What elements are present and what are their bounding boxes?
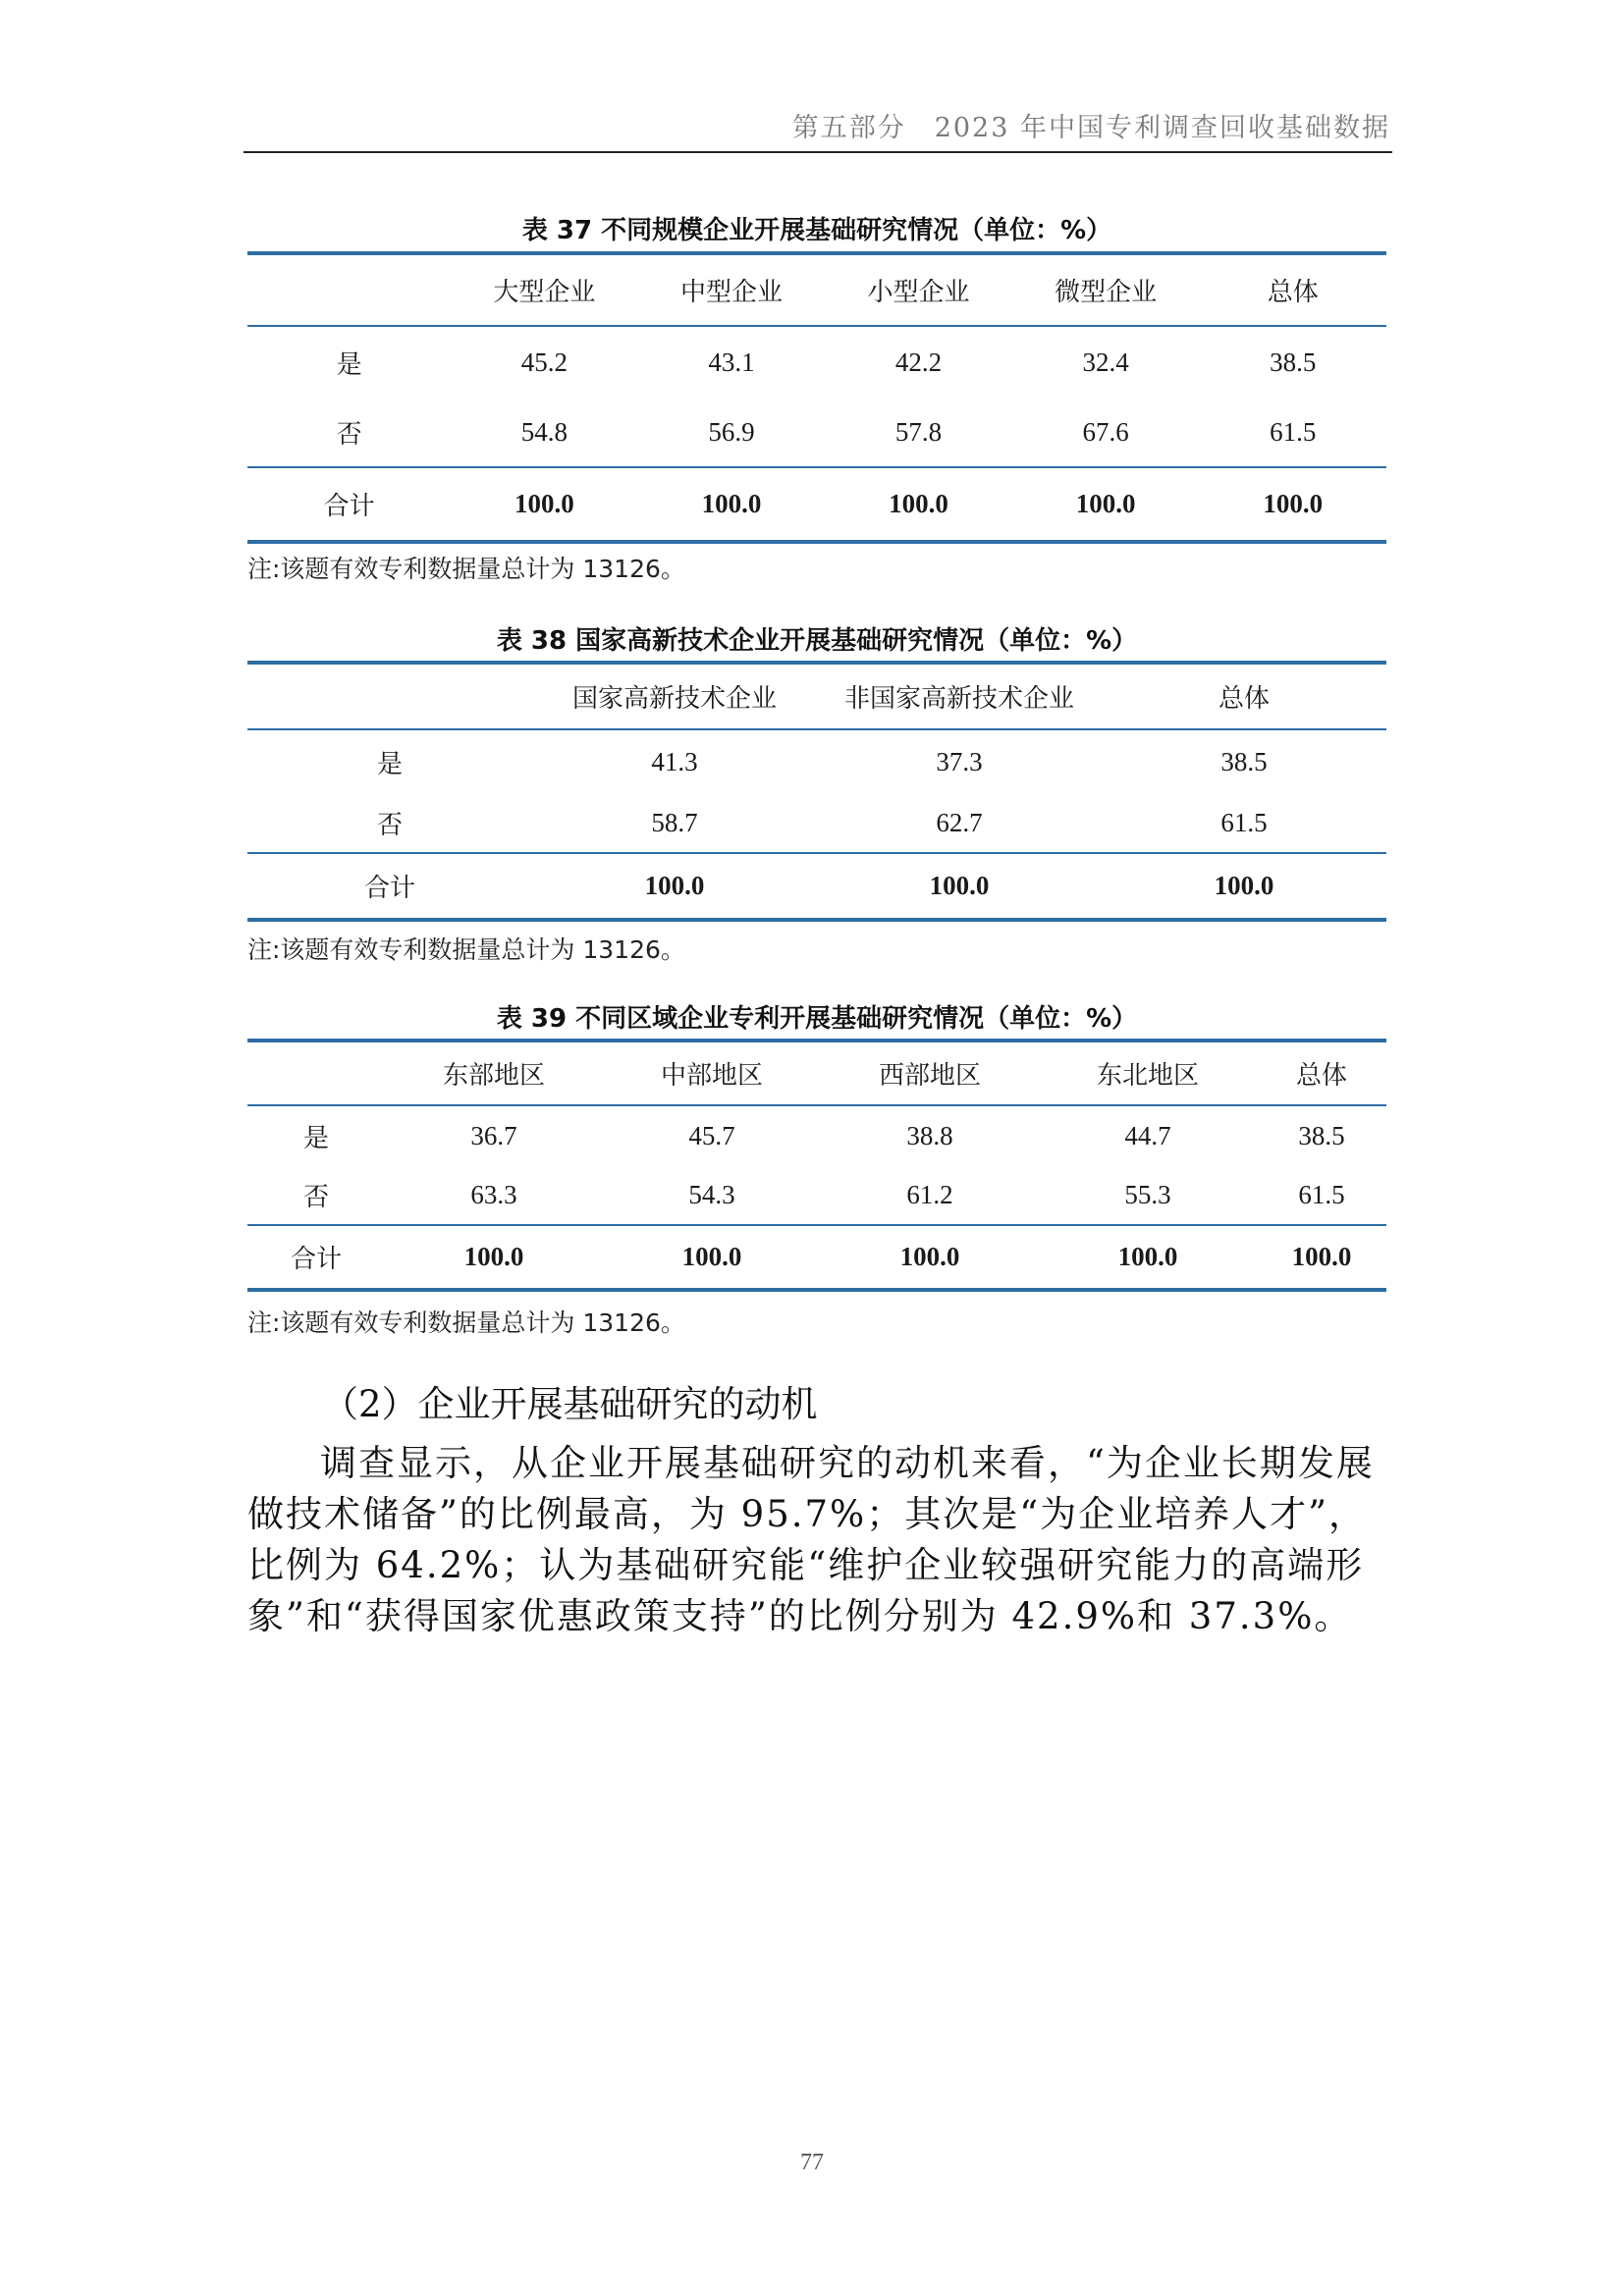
table-cell: 61.5 xyxy=(1270,417,1317,447)
header-cell: 中部地区 xyxy=(603,1041,821,1105)
table-cell: 100.0 xyxy=(1039,1225,1257,1290)
table-cell: 100.0 xyxy=(603,1225,821,1290)
table-total-row xyxy=(247,853,1386,920)
header-cell: 微型企业 xyxy=(1012,253,1200,326)
table-cell: 45.7 xyxy=(688,1121,735,1150)
running-head: 第五部分 2023 年中国专利调查回收基础数据 xyxy=(791,113,1390,143)
table-row xyxy=(247,1105,1386,1166)
table-cell: 55.3 xyxy=(1124,1180,1171,1209)
table-cell: 44.7 xyxy=(1124,1121,1171,1150)
row-label: 是 xyxy=(376,750,403,779)
row-label: 合计 xyxy=(247,1225,385,1290)
header-cell: 东部地区 xyxy=(385,1041,603,1105)
header-cell xyxy=(247,1041,385,1105)
row-label: 是 xyxy=(336,350,362,380)
table-cell: 54.3 xyxy=(688,1180,735,1209)
table-cell: 100.0 xyxy=(1102,853,1386,920)
table-cell: 100.0 xyxy=(825,467,1012,542)
table-cell: 57.8 xyxy=(894,417,943,447)
table-cell: 32.4 xyxy=(1082,347,1129,377)
header-cell: 西部地区 xyxy=(821,1041,1039,1105)
table-cell: 37.3 xyxy=(936,747,983,776)
table-row xyxy=(247,399,1386,467)
header-cell: 非国家高新技术企业 xyxy=(817,663,1102,729)
table-cell: 100.0 xyxy=(638,467,826,542)
header-rule xyxy=(244,151,1392,153)
row-label: 合计 xyxy=(247,467,451,542)
table-row xyxy=(247,326,1386,399)
header-cell: 东北地区 xyxy=(1039,1041,1257,1105)
table-total-row xyxy=(247,1225,1386,1290)
table-cell: 38.5 xyxy=(1270,347,1317,377)
paragraph-text: 调查显示，从企业开展基础研究的动机来看，“为企业长期发展做技术储备”的比例最高，为 95.7%；其次是“为企业培养人才”，比例为 64.2%；认为基础研究能“维护企业较强研究能力的高端形象”和“获得国家优惠政策支持”的比例分别为 42.9%和 37.3%。 xyxy=(247,1442,1375,1637)
table-38-title: 表 38 国家高新技术企业开展基础研究情况（单位：%） xyxy=(496,626,1138,656)
table-cell: 100.0 xyxy=(817,853,1102,920)
table-37-note: 注:该题有效专利数据量总计为 13126。 xyxy=(247,555,685,583)
section-heading: （2）企业开展基础研究的动机 xyxy=(322,1383,818,1425)
table-38-note: 注:该题有效专利数据量总计为 13126。 xyxy=(247,935,685,964)
table-total-row xyxy=(247,467,1386,542)
header-cell: 小型企业 xyxy=(825,253,1012,326)
table-cell: 100.0 xyxy=(532,853,817,920)
table-cell: 42.2 xyxy=(894,347,943,377)
header-cell: 国家高新技术企业 xyxy=(532,663,817,729)
table-cell: 45.2 xyxy=(520,347,568,377)
table-cell: 62.7 xyxy=(936,808,983,837)
table-row xyxy=(247,794,1386,853)
table-cell: 38.5 xyxy=(1298,1121,1345,1150)
table-cell: 38.5 xyxy=(1220,747,1268,776)
table-cell: 56.9 xyxy=(708,417,755,447)
header-cell: 中型企业 xyxy=(638,253,826,326)
table-cell: 36.7 xyxy=(470,1121,517,1150)
table-cell: 100.0 xyxy=(1012,467,1200,542)
table-header-row xyxy=(247,1041,1386,1105)
header-cell xyxy=(247,253,451,326)
body-paragraph xyxy=(247,1438,1390,1642)
row-label: 否 xyxy=(302,1183,329,1212)
table-cell: 38.8 xyxy=(906,1121,953,1150)
table-header-row xyxy=(247,253,1386,326)
table-39 xyxy=(247,1039,1386,1292)
table-row xyxy=(247,1166,1386,1225)
table-cell: 43.1 xyxy=(708,347,755,377)
table-cell: 63.3 xyxy=(470,1180,517,1209)
header-cell: 总体 xyxy=(1257,1041,1386,1105)
row-label: 合计 xyxy=(247,853,532,920)
table-37 xyxy=(247,251,1386,544)
row-label: 否 xyxy=(376,811,403,840)
table-39-note: 注:该题有效专利数据量总计为 13126。 xyxy=(247,1308,685,1337)
table-38 xyxy=(247,661,1386,922)
table-cell: 61.5 xyxy=(1298,1180,1345,1209)
table-cell: 100.0 xyxy=(821,1225,1039,1290)
table-row xyxy=(247,729,1386,794)
header-cell: 总体 xyxy=(1102,663,1386,729)
row-label: 是 xyxy=(302,1124,329,1153)
header-cell: 总体 xyxy=(1199,253,1386,326)
table-37-title: 表 37 不同规模企业开展基础研究情况（单位：%） xyxy=(521,216,1112,245)
table-cell: 41.3 xyxy=(651,747,698,776)
page-number: 77 xyxy=(800,2150,824,2175)
table-39-title: 表 39 不同区域企业专利开展基础研究情况（单位：%） xyxy=(496,1004,1138,1034)
header-cell xyxy=(247,663,532,729)
table-cell: 100.0 xyxy=(451,467,638,542)
table-header-row xyxy=(247,663,1386,729)
table-cell: 100.0 xyxy=(1257,1225,1386,1290)
table-cell: 67.6 xyxy=(1082,417,1129,447)
table-cell: 61.5 xyxy=(1220,808,1268,837)
table-cell: 58.7 xyxy=(651,808,698,837)
table-cell: 100.0 xyxy=(1199,467,1386,542)
table-cell: 54.8 xyxy=(520,417,568,447)
row-label: 否 xyxy=(336,420,362,450)
table-cell: 61.2 xyxy=(906,1180,953,1209)
header-cell: 大型企业 xyxy=(451,253,638,326)
table-cell: 100.0 xyxy=(385,1225,603,1290)
